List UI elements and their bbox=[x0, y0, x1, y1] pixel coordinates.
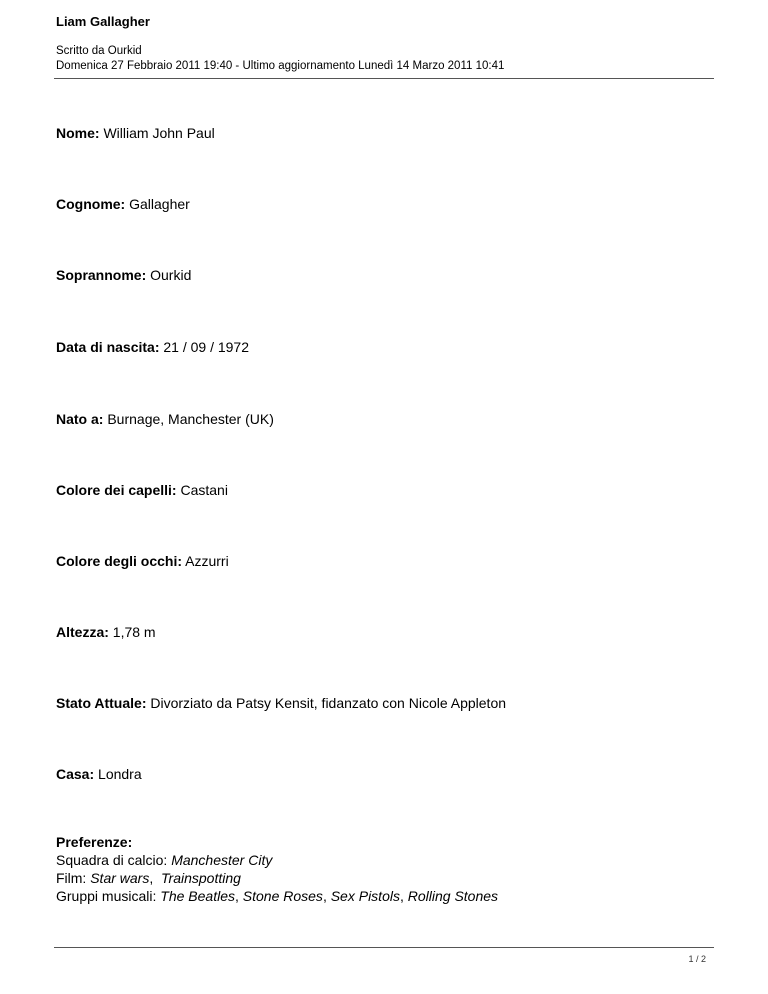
preferences-heading-text: Preferenze: bbox=[56, 834, 133, 850]
page-number: 1 / 2 bbox=[688, 954, 706, 964]
preference-label: Film: bbox=[56, 870, 87, 886]
preference-value: Manchester City bbox=[171, 852, 273, 868]
field-label: Data di nascita: bbox=[56, 339, 160, 355]
field-label: Cognome: bbox=[56, 196, 126, 212]
field-nato-a bbox=[56, 410, 274, 428]
preference-value: Trainspotting bbox=[161, 870, 241, 886]
field-value: Gallagher bbox=[129, 196, 190, 212]
author-line: Scritto da Ourkid bbox=[56, 45, 142, 57]
preference-label: Gruppi musicali: bbox=[56, 888, 157, 904]
field-value: Londra bbox=[98, 766, 142, 782]
footer-divider bbox=[54, 947, 714, 948]
field-data-di-nascita bbox=[56, 338, 249, 356]
field-cognome bbox=[56, 195, 190, 213]
field-value: Azzurri bbox=[185, 553, 229, 569]
field-label: Colore dei capelli: bbox=[56, 482, 177, 498]
field-casa bbox=[56, 765, 142, 783]
preference-label: Squadra di calcio: bbox=[56, 852, 168, 868]
field-soprannome bbox=[56, 266, 191, 284]
field-nome bbox=[56, 124, 215, 142]
field-value: 1,78 m bbox=[112, 624, 156, 640]
field-label: Altezza: bbox=[56, 624, 109, 640]
field-label: Stato Attuale: bbox=[56, 695, 147, 711]
preference-value: Stone Roses bbox=[242, 888, 323, 904]
field-value: Castani bbox=[180, 482, 228, 498]
field-stato-attuale bbox=[56, 694, 506, 712]
date-line: Domenica 27 Febbraio 2011 19:40 - Ultimo aggiornamento Lunedì 14 Marzo 2011 10:41 bbox=[56, 60, 505, 72]
field-altezza bbox=[56, 623, 156, 641]
field-value: William John Paul bbox=[103, 125, 215, 141]
field-label: Casa: bbox=[56, 766, 95, 782]
field-colore-occhi bbox=[56, 552, 229, 570]
preference-value: Star wars bbox=[90, 870, 150, 886]
field-value: Burnage, Manchester (UK) bbox=[107, 411, 274, 427]
preference-value: The Beatles bbox=[160, 888, 235, 904]
field-value: 21 / 09 / 1972 bbox=[163, 339, 250, 355]
field-label: Nato a: bbox=[56, 411, 104, 427]
field-label: Nome: bbox=[56, 125, 100, 141]
preference-gruppi: Gruppi musicali: The Beatles, Stone Roses, Sex Pistols, Rolling Stones bbox=[56, 888, 499, 904]
preferences-heading bbox=[56, 833, 498, 851]
field-colore-capelli bbox=[56, 481, 228, 499]
preference-film: Film: Star wars, Trainspotting bbox=[56, 870, 241, 886]
article-meta bbox=[56, 44, 504, 74]
preference-squadra bbox=[56, 851, 498, 869]
preferences-section bbox=[56, 833, 498, 905]
field-value: Ourkid bbox=[150, 267, 192, 283]
field-label: Soprannome: bbox=[56, 267, 147, 283]
field-label: Colore degli occhi: bbox=[56, 553, 183, 569]
field-value: Divorziato da Patsy Kensit, fidanzato con Nicole Appleton bbox=[150, 695, 507, 711]
preference-value: Sex Pistols bbox=[330, 888, 400, 904]
header-divider bbox=[54, 78, 714, 79]
preference-value: Rolling Stones bbox=[407, 888, 499, 904]
document-title: Liam Gallagher bbox=[56, 14, 150, 29]
